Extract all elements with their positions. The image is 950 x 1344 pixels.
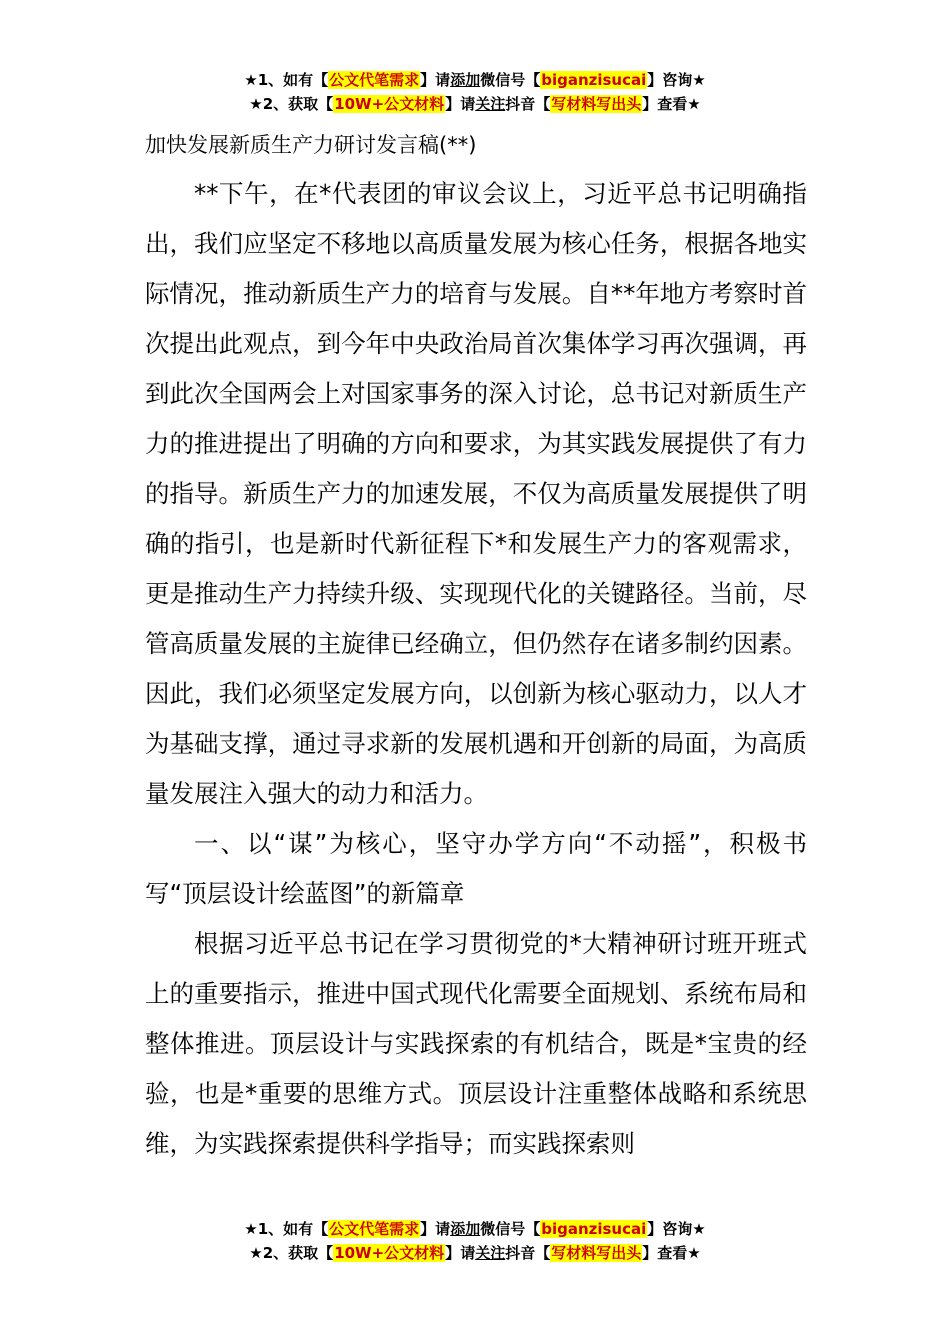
promo-underline-add: 添加: [450, 1220, 481, 1238]
document-body: [145, 125, 807, 1169]
top-promo-banner: [0, 68, 950, 116]
promo-highlight-douyin: 写材料写出头: [551, 95, 642, 113]
promo-line-2: ★2、获取【10W+公文材料】请关注抖音【写材料写出头】查看★: [249, 95, 701, 113]
bottom-promo-banner: [0, 1217, 950, 1265]
promo-highlight-service: 公文代笔需求: [329, 71, 420, 89]
promo-line-1: ★1、如有【公文代笔需求】请添加微信号【biganzisucai】咨询★: [244, 1220, 706, 1238]
promo-underline-add: 添加: [450, 71, 481, 89]
promo-highlight-materials: 10W+公文材料: [334, 95, 445, 113]
promo-highlight-wechat-id: biganzisucai: [541, 1220, 647, 1238]
promo-highlight-materials: 10W+公文材料: [334, 1244, 445, 1262]
promo-highlight-service: 公文代笔需求: [329, 1220, 420, 1238]
promo-underline-follow: 关注: [475, 1244, 506, 1262]
document-title: 加快发展新质生产力研讨发言稿(**): [145, 133, 477, 157]
section-heading-1: 一、以“谋”为核心，坚守办学方向“不动摇”，积极书写“顶层设计绘蓝图”的新篇章: [145, 829, 807, 908]
promo-line-1: ★1、如有【公文代笔需求】请添加微信号【biganzisucai】咨询★: [244, 71, 706, 89]
promo-highlight-wechat-id: biganzisucai: [541, 71, 647, 89]
promo-underline-follow: 关注: [475, 95, 506, 113]
paragraph-intro: **下午，在*代表团的审议会议上，习近平总书记明确指出，我们应坚定不移地以高质量发展为核心任务，根据各地实际情况，推动新质生产力的培育与发展。自**年地方考察时首次提出此观点，到今年中央政治局首次集体学习再次强调，再到此次全国两会上对国家事务的深入讨论，总书记对新质生产力的推进提出了明确的方向和要求，为其实践发展提供了有力的指导。新质生产力的加速发展，不仅为高质量发展提供了明确的指引，也是新时代新征程下*和发展生产力的客观需求，更是推动生产力持续升级、实现现代化的关键路径。当前，尽管高质量发展的主旋律已经确立，但仍然存在诸多制约因素。因此，我们必须坚定发展方向，以创新为核心驱动力，以人才为基础支撑，通过寻求新的发展机遇和开创新的局面，为高质量发展注入强大的动力和活力。: [145, 179, 807, 808]
paragraph-section-1: 根据习近平总书记在学习贯彻党的*大精神研讨班开班式上的重要指示，推进中国式现代化需要全面规划、系统布局和整体推进。顶层设计与实践探索的有机结合，既是*宝贵的经验，也是*重要的思维方式。顶层设计注重整体战略和系统思维，为实践探索提供科学指导；而实践探索则: [145, 929, 807, 1158]
promo-highlight-douyin: 写材料写出头: [551, 1244, 642, 1262]
promo-line-2: ★2、获取【10W+公文材料】请关注抖音【写材料写出头】查看★: [249, 1244, 701, 1262]
